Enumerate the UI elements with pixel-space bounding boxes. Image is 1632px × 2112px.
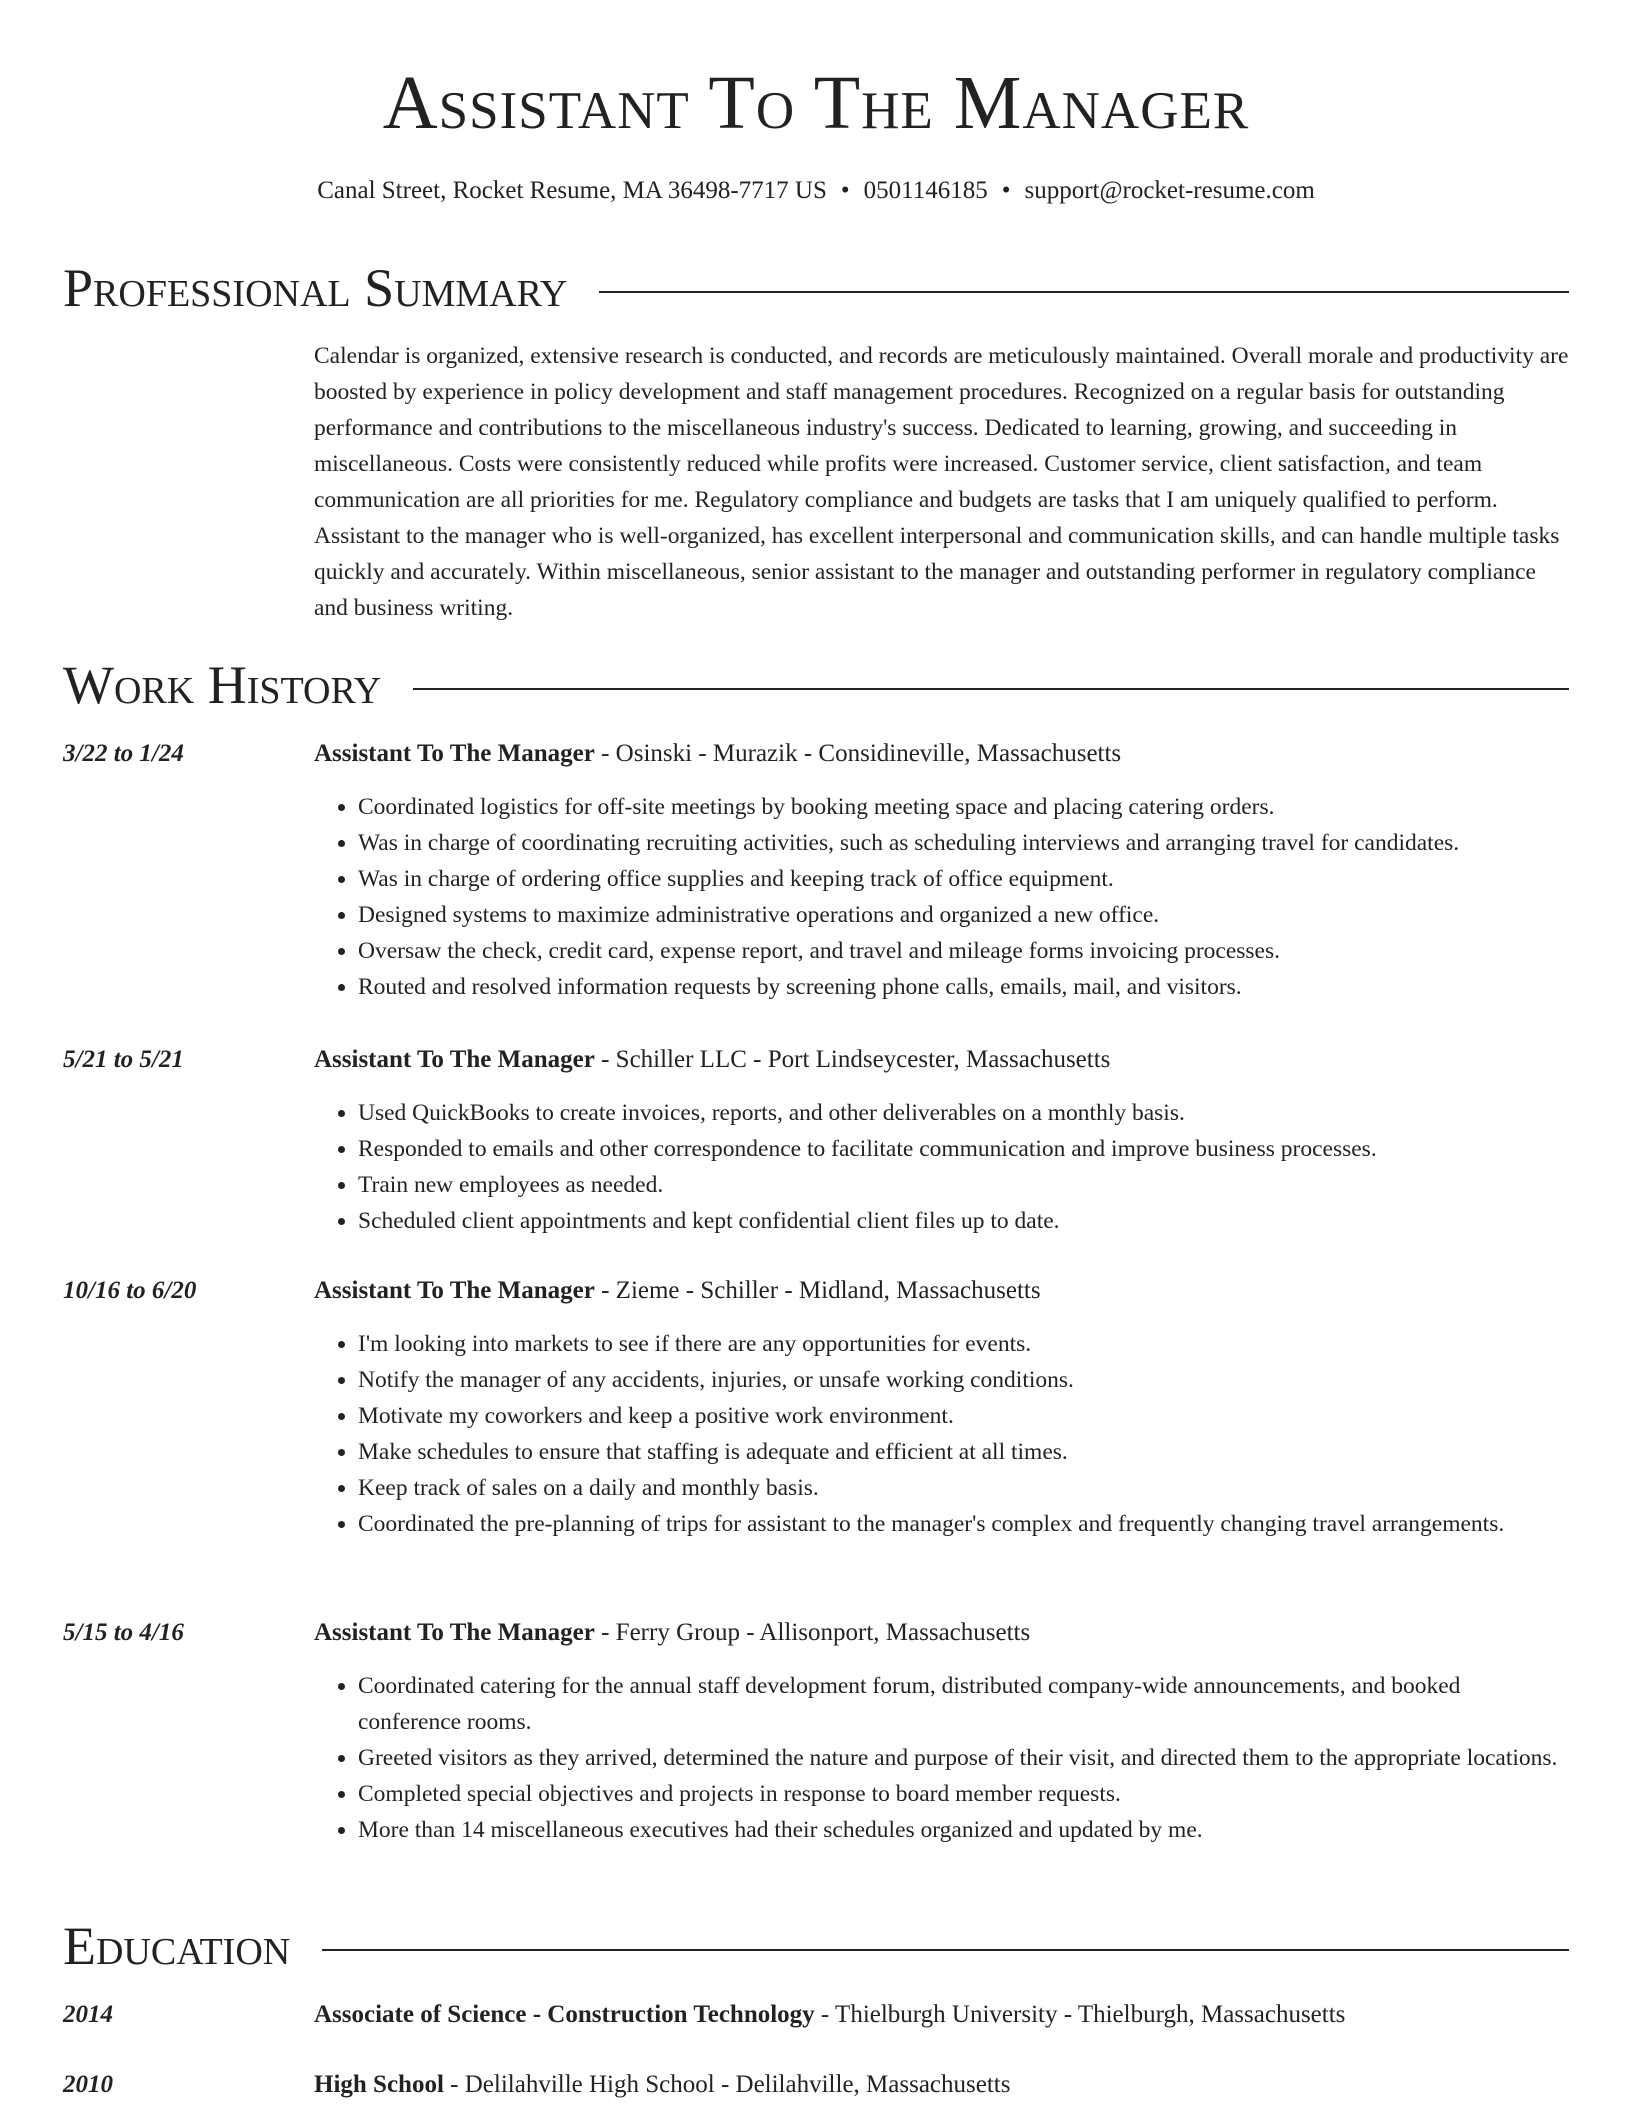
list-item: • Make schedules to ensure that staffing is adequate and efficient at all times. [358, 1434, 1569, 1470]
work-section-header [63, 655, 1569, 715]
job-details: - Zieme - Schiller - Midland, Massachusetts [594, 1277, 1041, 1304]
list-item: • I'm looking into markets to see if there are any opportunities for events. [358, 1326, 1569, 1362]
education-heading [314, 1998, 1569, 2032]
contact-line [0, 174, 1632, 208]
list-item: • Train new employees as needed. [358, 1167, 1569, 1203]
phone: 0501146185 [863, 177, 988, 204]
job-bullets [314, 789, 1569, 1005]
job-role: Assistant To The Manager [314, 1277, 595, 1304]
job-details: - Schiller LLC - Port Lindseycester, Massachusetts [594, 1046, 1111, 1073]
education-year: 2014 [63, 2001, 113, 2028]
address: Canal Street, Rocket Resume, MA 36498-7717 US [317, 177, 827, 204]
list-item: • Oversaw the check, credit card, expense report, and travel and mileage forms invoicing processes. [358, 933, 1569, 969]
separator-dot: • [840, 177, 850, 204]
job-dates: 10/16 to 6/20 [63, 1277, 197, 1304]
job-role: Assistant To The Manager [314, 1046, 595, 1073]
job-heading [314, 1616, 1569, 1650]
job-bullets [314, 1095, 1569, 1239]
job-details: - Osinski - Murazik - Considineville, Massachusetts [594, 740, 1122, 767]
list-item: • More than 14 miscellaneous executives had their schedules organized and updated by me. [358, 1812, 1569, 1848]
job-dates: 5/21 to 5/21 [63, 1046, 184, 1073]
list-item: • Completed special objectives and projects in response to board member requests. [358, 1776, 1569, 1812]
education-degree: High School [314, 2071, 444, 2098]
section-divider [599, 291, 1569, 293]
list-item: • Was in charge of ordering office supplies and keeping track of office equipment. [358, 861, 1569, 897]
list-item: • Used QuickBooks to create invoices, reports, and other deliverables on a monthly basis. [358, 1095, 1569, 1131]
list-item: • Coordinated logistics for off-site meetings by booking meeting space and placing catering orders. [358, 789, 1569, 825]
section-divider [322, 1949, 1569, 1951]
list-item: • Designed systems to maximize administrative operations and organized a new office. [358, 897, 1569, 933]
job-heading [314, 1043, 1569, 1077]
section-title-summary: Professional Summary [63, 258, 568, 318]
email: support@rocket-resume.com [1024, 177, 1315, 204]
job-dates: 5/15 to 4/16 [63, 1619, 184, 1646]
section-title-education: Education [63, 1916, 291, 1976]
education-year: 2010 [63, 2071, 113, 2098]
job-bullets [314, 1668, 1569, 1848]
list-item: • Responded to emails and other correspondence to facilitate communication and improve business processes. [358, 1131, 1569, 1167]
list-item: • Greeted visitors as they arrived, determined the nature and purpose of their visit, and directed them to the appropriate locations. [358, 1740, 1569, 1776]
section-title-work: Work History [63, 655, 382, 715]
list-item: • Was in charge of coordinating recruiting activities, such as scheduling interviews and arranging travel for candidates. [358, 825, 1569, 861]
job-heading [314, 1274, 1569, 1308]
job-dates: 3/22 to 1/24 [63, 740, 184, 767]
list-item: • Routed and resolved information requests by screening phone calls, emails, mail, and visitors. [358, 969, 1569, 1005]
education-heading [314, 2068, 1569, 2102]
summary-text: Calendar is organized, extensive research is conducted, and records are meticulously maintained. Overall morale and productivity are boosted by experience in policy development and staff management procedures. Recognized on a regular basis for outstanding performance and contributions to the miscellaneous industry's success. Dedicated to learning, growing, and succeeding in miscellaneous. Costs were consistently reduced while profits were increased. Customer service, client satisfaction, and team communication are all priorities for me. Regulatory compliance and budgets are tasks that I am uniquely qualified to perform. Assistant to the manager who is well-organized, has excellent interpersonal and communication skills, and can handle multiple tasks quickly and accurately. Within miscellaneous, senior assistant to the manager and outstanding performer in regulatory compliance and business writing. [314, 343, 1569, 621]
job-role: Assistant To The Manager [314, 740, 595, 767]
job-details: - Ferry Group - Allisonport, Massachusetts [594, 1619, 1031, 1646]
list-item: • Keep track of sales on a daily and monthly basis. [358, 1470, 1569, 1506]
list-item: • Coordinated catering for the annual staff development forum, distributed company-wide announcements, and booked conference rooms. [358, 1668, 1569, 1740]
section-divider [413, 688, 1569, 690]
candidate-name: Assistant To The Manager [382, 61, 1250, 145]
education-section-header [63, 1916, 1569, 1976]
education-degree: Associate of Science - Construction Technology [314, 2001, 815, 2028]
list-item: • Motivate my coworkers and keep a positive work environment. [358, 1398, 1569, 1434]
list-item: • Notify the manager of any accidents, injuries, or unsafe working conditions. [358, 1362, 1569, 1398]
job-role: Assistant To The Manager [314, 1619, 595, 1646]
job-heading [314, 737, 1569, 771]
job-bullets [314, 1326, 1569, 1542]
education-details: - Delilahville High School - Delilahville, Massachusetts [443, 2071, 1011, 2098]
education-details: - Thielburgh University - Thielburgh, Massachusetts [814, 2001, 1346, 2028]
summary-section-header [63, 258, 1569, 318]
list-item: • Scheduled client appointments and kept confidential client files up to date. [358, 1203, 1569, 1239]
separator-dot: • [1001, 177, 1011, 204]
list-item: • Coordinated the pre-planning of trips for assistant to the manager's complex and frequently changing travel arrangements. [358, 1506, 1569, 1542]
